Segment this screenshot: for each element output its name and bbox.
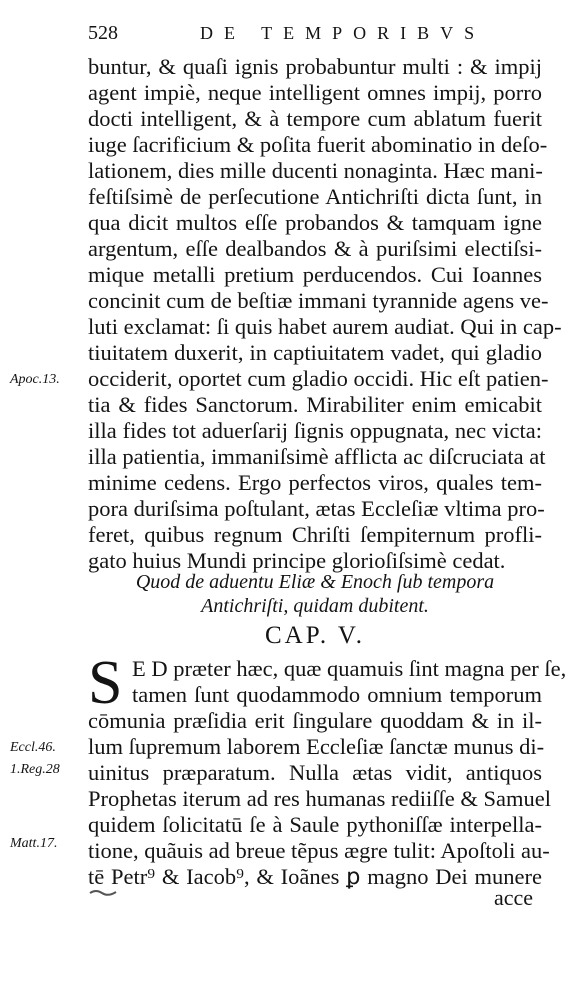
text-line: agent impiè, neque intelligent omnes impij, porro bbox=[88, 80, 542, 105]
text-line: lationem, dies mille ducenti nonaginta. Hæc mani- bbox=[88, 158, 543, 183]
text-line: feret, quibus regnum Chriſti ſempiternum profli- bbox=[88, 522, 542, 547]
section-title: Quod de aduentu Eliæ & Enoch ſub tempora bbox=[135, 571, 495, 593]
text-line: tia & fides Sanctorum. Mirabiliter enim emicabit bbox=[88, 392, 542, 417]
ink-smudge bbox=[88, 888, 120, 897]
text-line: lum ſupremum laborem Eccleſiæ ſanctæ munus di- bbox=[88, 734, 545, 759]
text-line: luti exclamat: ſi quis habet aurem audiat. Qui in cap- bbox=[88, 314, 562, 339]
chapter-heading: CAP. V. bbox=[265, 622, 365, 649]
text-line: buntur, & quaſi ignis probabuntur multi : & impij bbox=[88, 54, 542, 79]
text-line: E D præter hæc, quæ quamuis ſint magna per ſe, bbox=[132, 656, 567, 681]
margin-note-eccl: Eccl.46. bbox=[10, 740, 56, 755]
text-line: pora duriſsima poſtulant, ætas Eccleſiæ vltima pro- bbox=[88, 496, 545, 521]
text-line: iuge ſacrificium & poſita fuerit abominatio in deſo- bbox=[88, 132, 548, 157]
margin-note-reg: 1.Reg.28 bbox=[10, 762, 60, 777]
text-line: minime cedens. Ergo perfectos viros, quales tem- bbox=[88, 470, 542, 495]
text-line: cōmunia præſidia erit ſingulare quoddam & in il- bbox=[88, 708, 542, 733]
page-number: 528 bbox=[88, 22, 118, 44]
margin-note-apoc: Apoc.13. bbox=[10, 372, 60, 387]
running-title: DE TEMPORIBVS bbox=[200, 23, 486, 43]
text-line: feſtiſsimè de perſecutione Antichriſti dicta ſunt, in bbox=[88, 184, 542, 209]
catchword: acce bbox=[494, 885, 534, 910]
text-line: gato huius Mundi principe glorioſiſsimè cedat. bbox=[88, 548, 506, 573]
text-line: docti intelligent, & à tempore cum ablatum fuerit bbox=[88, 106, 542, 131]
text-line: tione, quãuis ad breue tẽpus ægre tulit: Apoſtoli au- bbox=[88, 838, 550, 863]
text-line: concinit cum de beſtiæ immani tyrannide agens ve- bbox=[88, 288, 549, 313]
text-line: tē Petr⁹ & Iacob⁹, & Ioãnes ꝑ magno Dei munere bbox=[88, 864, 542, 889]
text-line: quidem ſolicitatū ſe à Saule pythoniſſæ interpella- bbox=[88, 812, 542, 837]
text-line: occiderit, oportet cum gladio occidi. Hic eſt patien- bbox=[88, 366, 549, 391]
text-line: qua dicit multos eſſe probandos & tamquam igne bbox=[88, 210, 542, 235]
text-line: illa patientia, immaniſsimè afflicta ac diſcruciata at bbox=[88, 444, 546, 469]
text-line: mique metalli pretium perducendos. Cui Ioannes bbox=[88, 262, 542, 287]
drop-cap: S bbox=[88, 649, 123, 717]
text-line: Prophetas iterum ad res humanas rediiſſe & Samuel bbox=[88, 786, 552, 811]
section-title-continued: Antichriſti, quidam dubitent. bbox=[201, 595, 429, 617]
text-line: argentum, eſſe dealbandos & à puriſsimi electiſsi- bbox=[88, 236, 542, 261]
margin-note-matt: Matt.17. bbox=[10, 836, 58, 851]
page-header bbox=[88, 22, 542, 48]
text-line: uinitus præparatum. Nulla ætas vidit, antiquos bbox=[88, 760, 542, 785]
text-line: tamen ſunt quodammodo omnium temporum bbox=[132, 682, 542, 707]
text-line: tiuitatem duxerit, in captiuitatem vadet, qui gladio bbox=[88, 340, 542, 365]
text-line: illa fides tot aduerſarij ſignis oppugnata, nec victa: bbox=[88, 418, 542, 443]
